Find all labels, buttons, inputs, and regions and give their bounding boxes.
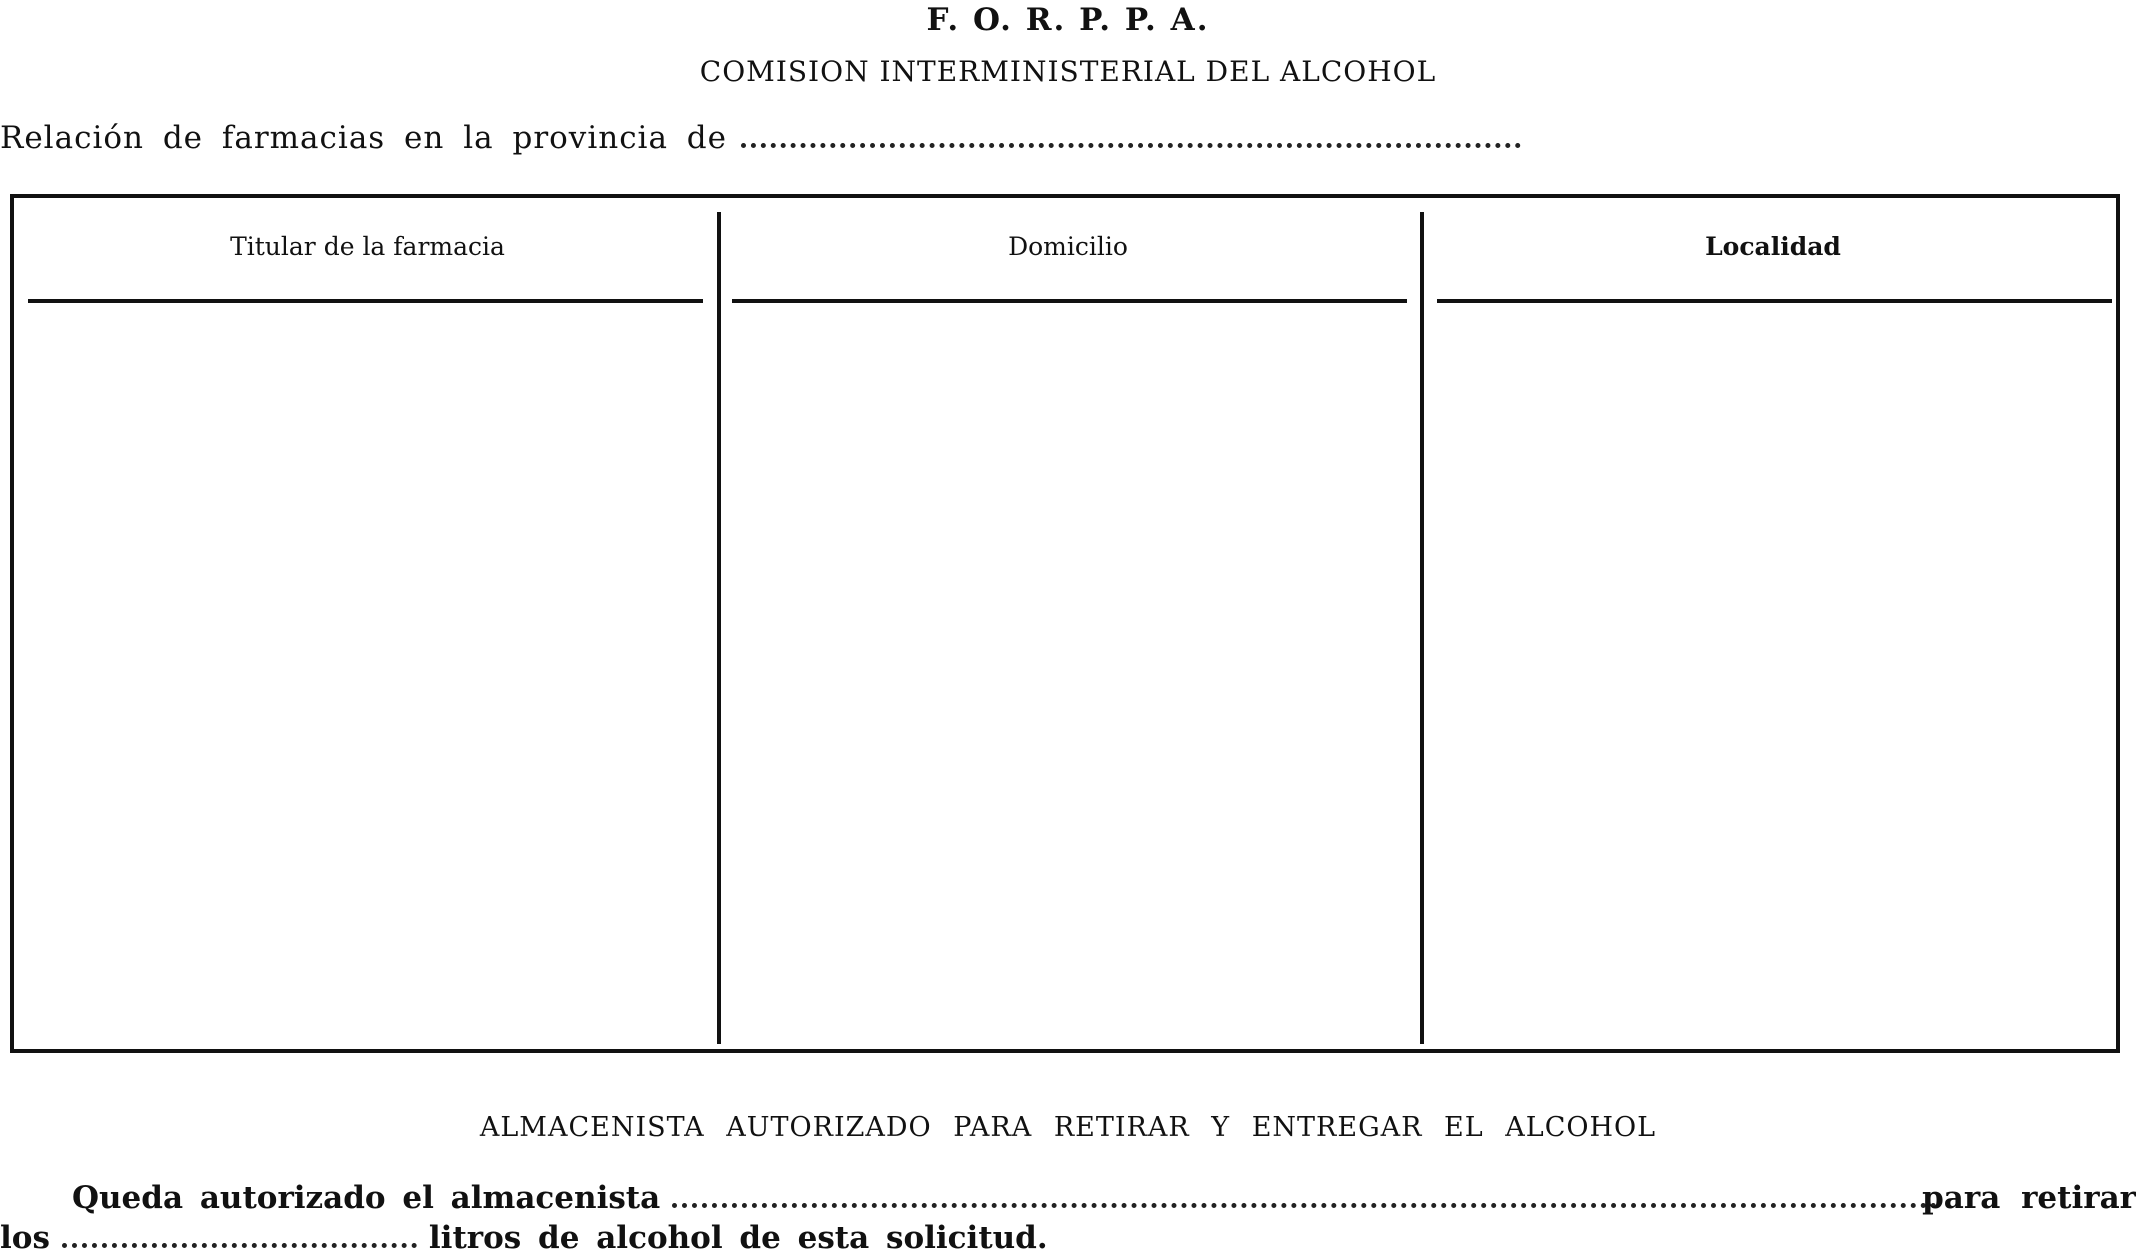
column-header-owner: Titular de la farmacia bbox=[230, 232, 505, 261]
column-header-address: Domicilio bbox=[1008, 232, 1128, 261]
province-label: Relación de farmacias en la provincia de bbox=[0, 120, 727, 156]
commission-title: COMISION INTERMINISTERIAL DEL ALCOHOL bbox=[699, 55, 1437, 88]
column-header-locality: Localidad bbox=[1705, 232, 1841, 261]
section-title: ALMACENISTA AUTORIZADO PARA RETIRAR Y ENTREGAR EL ALCOHOL bbox=[479, 1112, 1657, 1143]
authorization-start-text: Queda autorizado el almacenista bbox=[72, 1180, 661, 1216]
authorization-line-2 bbox=[0, 1220, 1048, 1256]
province-line bbox=[0, 120, 1521, 156]
column-rule-address bbox=[732, 299, 1407, 303]
liters-fill-field[interactable] bbox=[62, 1242, 417, 1248]
owner-column-body[interactable] bbox=[28, 310, 703, 1040]
column-rule-locality bbox=[1437, 299, 2112, 303]
liters-prefix-text: los bbox=[0, 1220, 50, 1256]
wholesaler-fill-field[interactable] bbox=[672, 1202, 1937, 1208]
address-column-body[interactable] bbox=[732, 310, 1407, 1040]
column-divider-2 bbox=[1420, 212, 1424, 1044]
province-fill-field[interactable] bbox=[741, 142, 1521, 148]
liters-suffix-text: litros de alcohol de esta solicitud. bbox=[428, 1220, 1048, 1256]
locality-column-body[interactable] bbox=[1437, 310, 2112, 1040]
column-divider-1 bbox=[717, 212, 721, 1044]
organization-acronym: F. O. R. P. P. A. bbox=[926, 2, 1210, 38]
authorization-line-1 bbox=[72, 1180, 1949, 1216]
authorization-end-text: para retirar bbox=[1922, 1180, 2136, 1216]
column-rule-owner bbox=[28, 299, 703, 303]
